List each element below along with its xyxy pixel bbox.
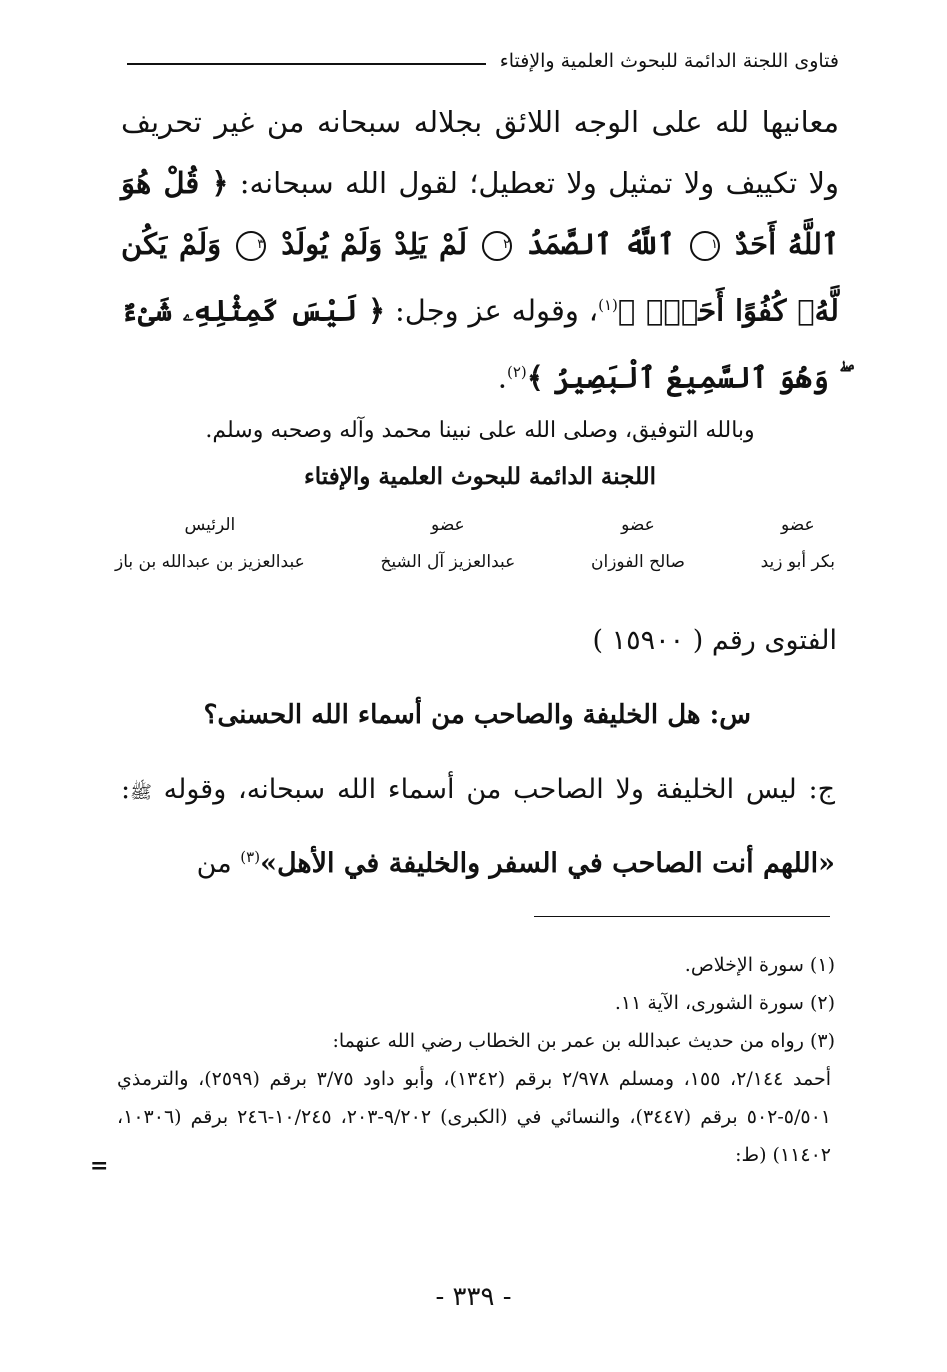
answer-paragraph bbox=[121, 758, 835, 896]
footnote-ref-2: (٢) bbox=[506, 362, 527, 381]
signatories bbox=[115, 510, 835, 586]
page-number: - ٣٣٩ - bbox=[435, 1282, 512, 1312]
footnotes bbox=[117, 946, 835, 1174]
answer-colon: : bbox=[121, 774, 131, 805]
signatory bbox=[115, 510, 305, 586]
answer-continuation: من bbox=[196, 848, 241, 879]
closing-formula: وبالله التوفيق، وصلى الله على نبينا محمد وآله وصحبه وسلم. bbox=[205, 418, 755, 443]
signatory bbox=[591, 510, 685, 586]
connector-text: ، وقوله عز وجل: bbox=[385, 293, 599, 328]
quran-ikhlas-verse-4: وَلَمْ يَكُن لَّهُۥ كُفُوًا أَحَدٌۢ ﴾ bbox=[121, 227, 839, 328]
footnote-separator bbox=[534, 916, 830, 917]
signatory-role: عضو bbox=[780, 515, 815, 535]
footnote-item: (١) سورة الإخلاص. bbox=[684, 954, 835, 976]
footnote-ref-1: (١) bbox=[598, 296, 618, 314]
signatory-name: صالح الفوزان bbox=[591, 552, 685, 572]
header-rule bbox=[127, 63, 486, 65]
running-header bbox=[127, 44, 839, 78]
book-title: فتاوى اللجنة الدائمة للبحوث العلمية والإفتاء bbox=[499, 50, 839, 72]
signatory bbox=[761, 510, 835, 586]
answer-text: ج: ليس الخليفة ولا الصاحب من أسماء الله سبحانه، وقوله bbox=[151, 774, 835, 805]
signatory bbox=[380, 510, 515, 586]
hadith-quote: «اللهم أنت الصاحب في السفر والخليفة في الأهل» bbox=[260, 848, 835, 879]
ayah-number-1: ١ bbox=[690, 231, 720, 261]
signatory-role: الرئيس bbox=[184, 515, 236, 535]
question: س: هل الخليفة والصاحب من أسماء الله الحسنى؟ bbox=[203, 700, 751, 730]
quran-ikhlas-verse-3: لَمْ يَلِدْ وَلَمْ يُولَدْ bbox=[281, 227, 468, 261]
signatory-name: عبدالعزيز آل الشيخ bbox=[380, 552, 516, 572]
main-paragraph bbox=[121, 92, 839, 408]
continuation-mark: = bbox=[90, 1153, 109, 1179]
signatory-role: عضو bbox=[431, 515, 465, 535]
quran-shura-verse: ﴿ لَيْسَ كَمِثْلِهِۦ شَىْءٌ ۖ وَهُوَ ٱلسَّمِيعُ ٱلْبَصِيرُ ﴾ bbox=[121, 293, 839, 395]
paragraph-end: . bbox=[497, 360, 507, 395]
salawat-glyph: ﷺ bbox=[130, 782, 152, 803]
quran-ikhlas-verse-2: ٱللَّهُ ٱلصَّمَدُ bbox=[527, 227, 675, 261]
footnote-item: (٢) سورة الشورى، الآية ١١. bbox=[614, 992, 835, 1014]
committee-title: اللجنة الدائمة للبحوث العلمية والإفتاء bbox=[303, 463, 657, 490]
ayah-number-2: ٢ bbox=[482, 231, 512, 261]
quran-ikhlas-verse-1: ﴿ قُلْ هُوَ ٱللَّهُ أَحَدٌ bbox=[121, 166, 839, 261]
signatory-name: بكر أبو زيد bbox=[760, 552, 835, 572]
intro-text: معانيها لله على الوجه اللائق بجلاله سبحانه من غير تحريف ولا تكييف ولا تمثيل ولا تعطيل؛ لقول الله سبحانه: bbox=[121, 105, 839, 200]
footnote-ref-3: (٣) bbox=[240, 848, 261, 866]
footnote-item: أحمد ٢/١٤٤، ١٥٥، ومسلم ٢/٩٧٨ برقم (١٣٤٢)، وأبو داود ٣/٧٥ برقم (٢٥٩٩)، والترمذي ٥/٥٠١-٥٠٢ برقم (٣٤٤٧)، والنسائي في (الكبرى) ٩/٢٠٢-٢٠٣، ١٠/٢٤٥-٢٤٦ برقم (١٠٣٠٦، ١١٤٠٢) (ط: bbox=[117, 1068, 832, 1166]
fatwa-number: الفتوى رقم ( ١٥٩٠٠ ) bbox=[592, 625, 837, 656]
footnote-item: (٣) رواه من حديث عبدالله بن عمر بن الخطاب رضي الله عنهما: bbox=[332, 1030, 835, 1052]
ayah-number-3: ٣ bbox=[236, 231, 266, 261]
signatory-name: عبدالعزيز بن عبدالله بن باز bbox=[115, 552, 305, 572]
signatory-role: عضو bbox=[621, 515, 655, 535]
